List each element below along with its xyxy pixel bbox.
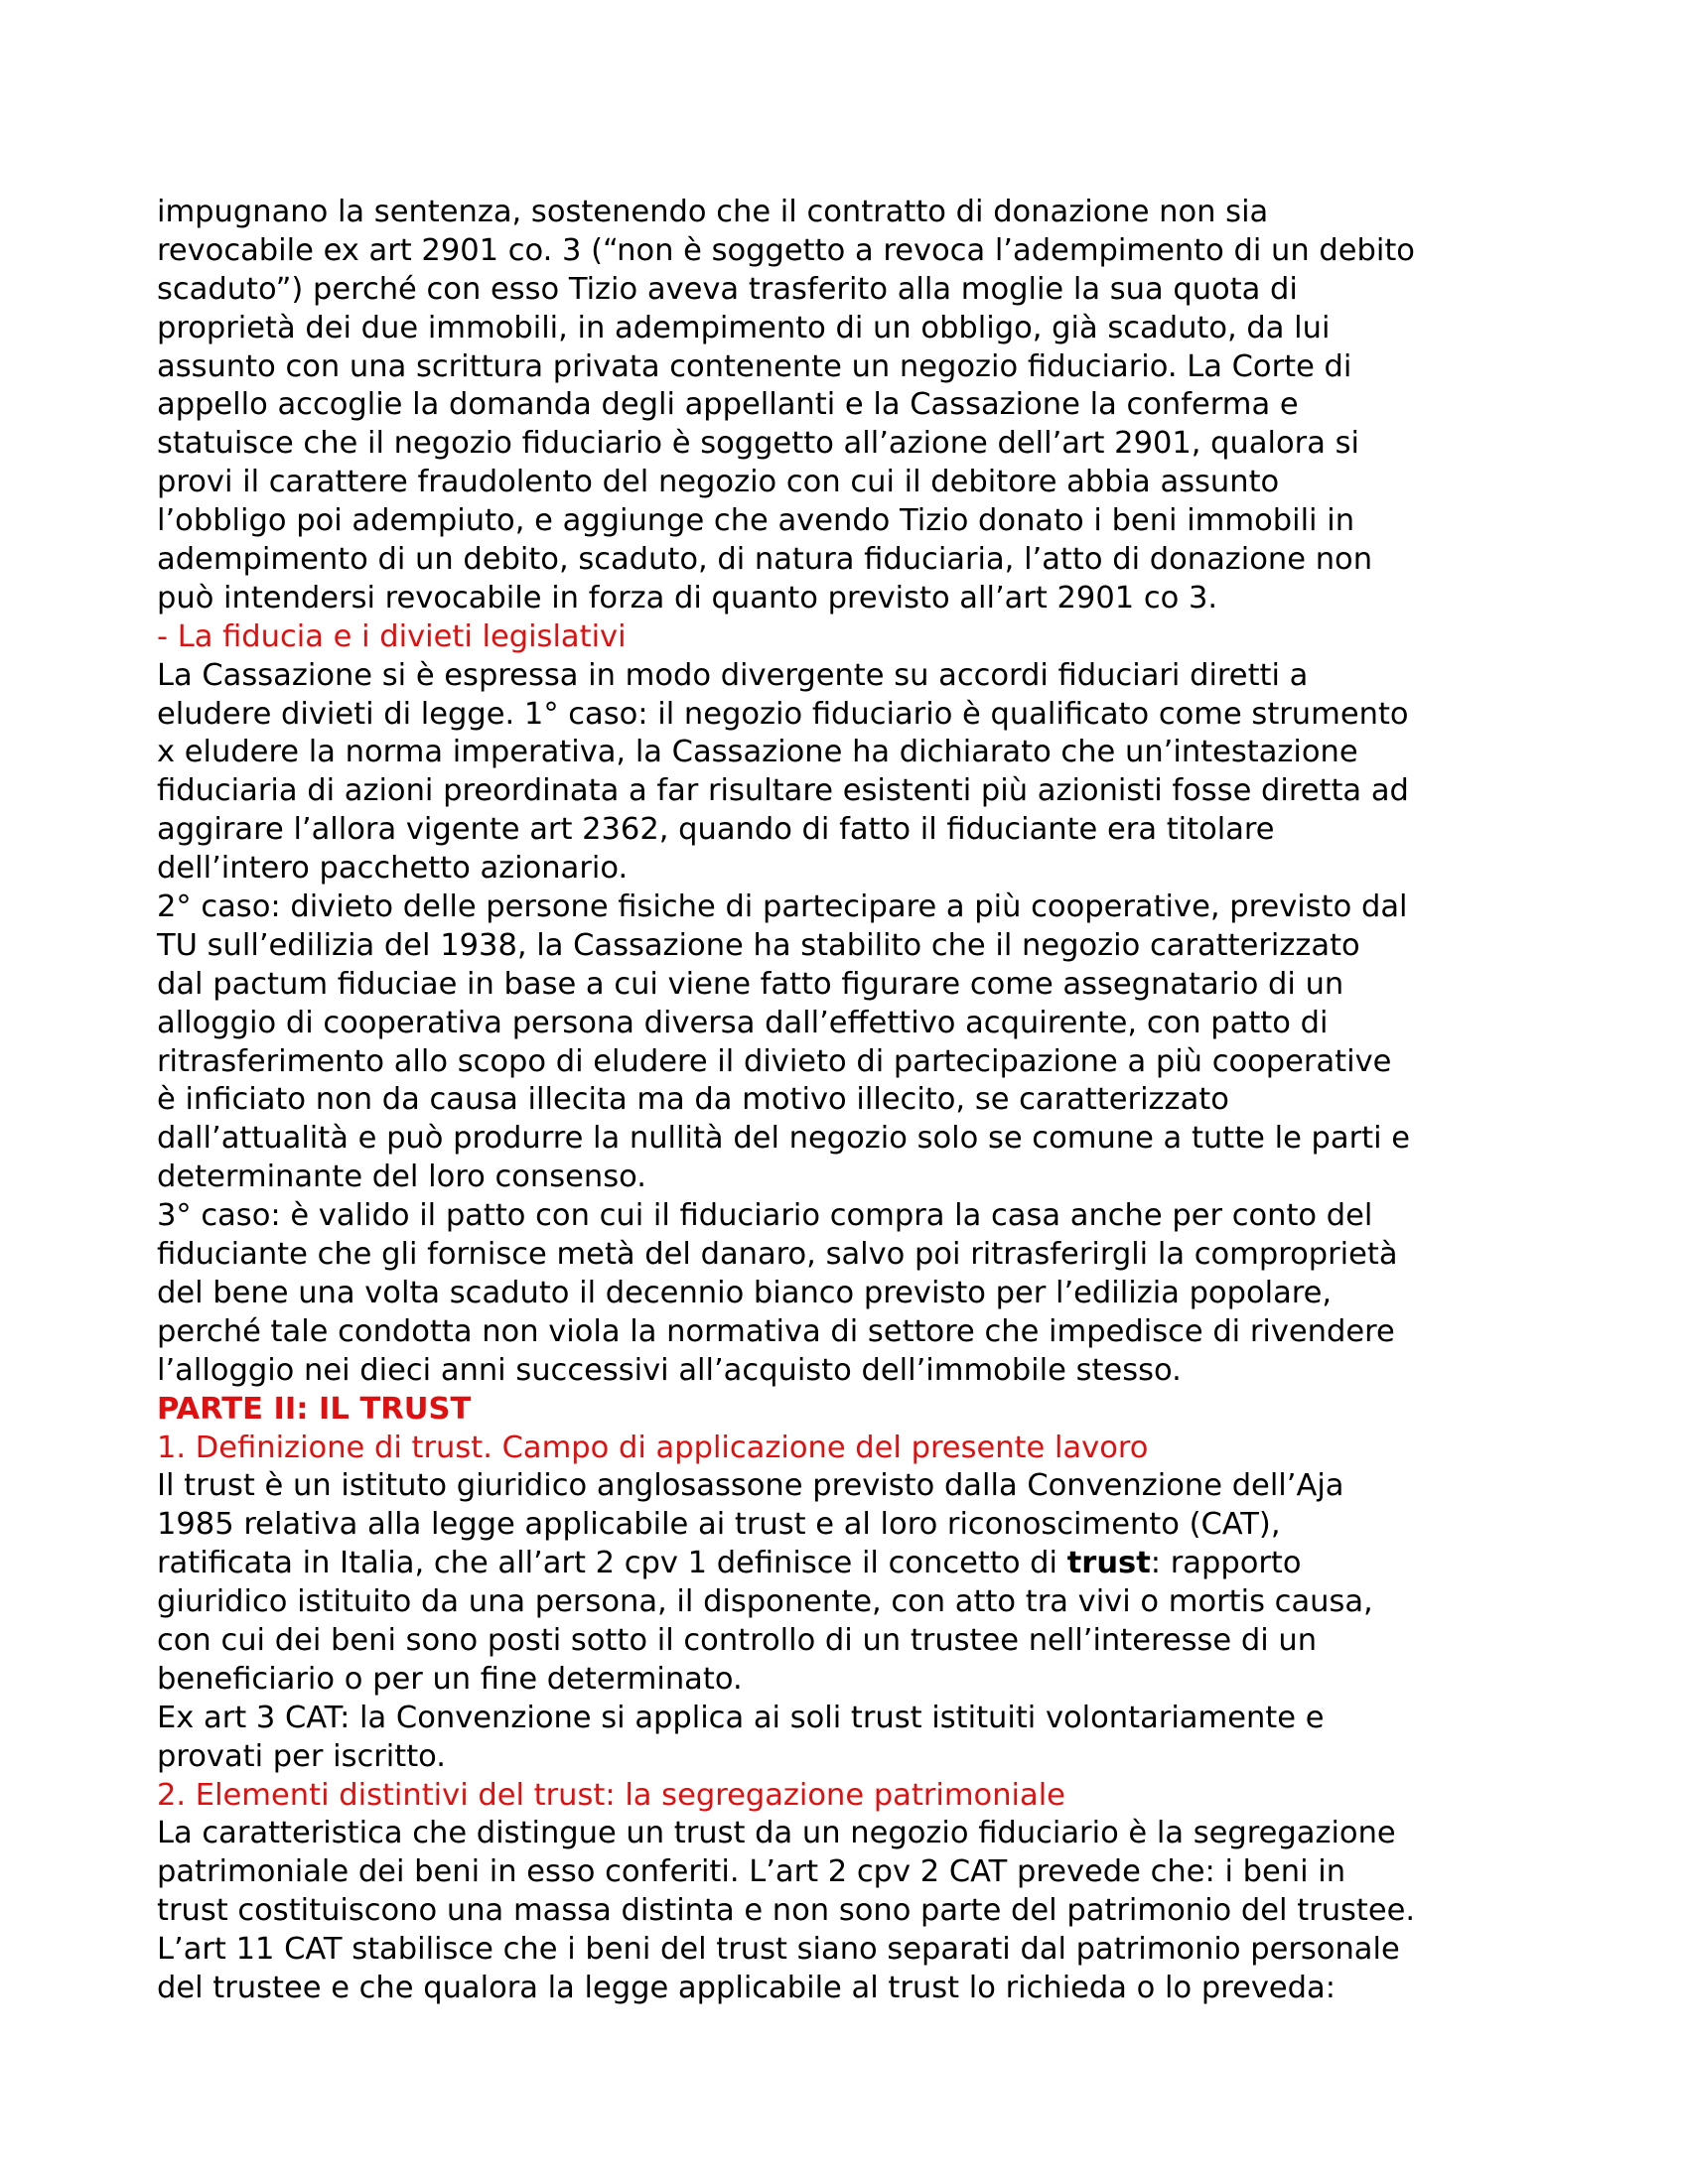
text-line: patrimoniale dei beni in esso conferiti. L’art 2 cpv 2 CAT prevede che: i beni in [157, 1854, 1346, 1890]
text-line: del bene una volta scaduto il decennio bianco previsto per l’edilizia popolare, [157, 1275, 1333, 1310]
text-line [157, 1545, 1537, 1583]
text-line: Il trust è un istituto giuridico anglosassone previsto dalla Convenzione dell’Aja [157, 1468, 1344, 1504]
text-line: Ex art 3 CAT: la Convenzione si applica ai soli trust istituiti volontariamente e [157, 1700, 1325, 1735]
text-line: aggirare l’allora vigente art 2362, quando di fatto il fiduciante era titolare [157, 812, 1275, 848]
text-line: perché tale condotta non viola la normativa di settore che impedisce di rivendere [157, 1313, 1395, 1349]
text-line: appello accoglie la domanda degli appellanti e la Cassazione la conferma e [157, 387, 1299, 423]
text-line: TU sull’edilizia del 1938, la Cassazione ha stabilito che il negozio caratterizzato [157, 927, 1360, 963]
text-line: l’obbligo poi adempiuto, e aggiunge che avendo Tizio donato i beni immobili in [157, 503, 1355, 539]
text-line: dall’attualità e può produrre la nullità del negozio solo se comune a tutte le parti e [157, 1121, 1411, 1157]
text-line: giuridico istituito da una persona, il disponente, con atto tra vivi o mortis causa, [157, 1584, 1373, 1620]
text-line: provi il carattere fraudolento del negozio con cui il debitore abbia assunto [157, 465, 1280, 500]
section-heading-segregazione: 2. Elementi distintivi del trust: la segregazione patrimoniale [157, 1777, 1065, 1813]
text-line: dell’intero pacchetto azionario. [157, 851, 629, 887]
text-line: con cui dei beni sono posti sotto il controllo di un trustee nell’interesse di un [157, 1622, 1318, 1658]
text-line: l’alloggio nei dieci anni successivi all’acquisto dell’immobile stesso. [157, 1352, 1182, 1388]
part-title: PARTE II: IL TRUST [157, 1391, 472, 1427]
text-line: provati per iscritto. [157, 1738, 447, 1774]
text-line: proprietà dei due immobili, in adempimento di un obbligo, già scaduto, da lui [157, 310, 1331, 345]
text-line: è inficiato non da causa illecita ma da motivo illecito, se caratterizzato [157, 1082, 1229, 1118]
paragraph-definizione [157, 1467, 1537, 1776]
text-line: scaduto”) perché con esso Tizio aveva trasferito alla moglie la sua quota di [157, 271, 1298, 307]
text-line: La caratteristica che distingue un trust da un negozio fiduciario è la segregazione [157, 1816, 1396, 1851]
text-segment: : rapporto [1150, 1546, 1302, 1581]
text-line: La Cassazione si è espressa in modo divergente su accordi fiduciari diretti a [157, 657, 1309, 693]
text-line: revocabile ex art 2901 co. 3 (“non è soggetto a revoca l’adempimento di un debito [157, 232, 1415, 268]
paragraph-segregazione [157, 1815, 1537, 2007]
text-line: L’art 11 CAT stabilisce che i beni del trust siano separati dal patrimonio personale [157, 1932, 1400, 1968]
text-line: determinante del loro consenso. [157, 1160, 646, 1195]
text-line: impugnano la sentenza, sostenendo che il contratto di donazione non sia [157, 195, 1269, 229]
text-line: fiduciaria di azioni preordinata a far risultare esistenti più azionisti fosse diretta ad [157, 773, 1409, 809]
text-line: trust costituiscono una massa distinta e non sono parte del patrimonio del trustee. [157, 1893, 1416, 1929]
text-line: assunto con una scrittura privata contenente un negozio fiduciario. La Corte di [157, 348, 1352, 384]
section-heading-definizione: 1. Definizione di trust. Campo di applicazione del presente lavoro [157, 1430, 1149, 1465]
text-line: del trustee e che qualora la legge applicabile al trust lo richieda o lo preveda: [157, 1970, 1336, 2005]
text-line: dal pactum fiduciae in base a cui viene fatto figurare come assegnatario di un [157, 966, 1344, 1002]
text-line: ritrasferimento allo scopo di eludere il divieto di partecipazione a più cooperative [157, 1043, 1392, 1079]
text-line: adempimento di un debito, scaduto, di natura fiduciaria, l’atto di donazione non [157, 542, 1373, 578]
text-line: 3° caso: è valido il patto con cui il fiduciario compra la casa anche per conto del [157, 1198, 1373, 1234]
paragraph-revocatoria [157, 194, 1537, 618]
text-line: fiduciante che gli fornisce metà del danaro, salvo poi ritrasferirgli la comproprietà [157, 1237, 1398, 1273]
section-heading-fiducia: - La fiducia e i divieti legislativi [157, 618, 627, 654]
text-line: 2° caso: divieto delle persone fisiche di partecipare a più cooperative, previsto dal [157, 889, 1408, 925]
text-line: alloggio di cooperativa persona diversa dall’effettivo acquirente, con patto di [157, 1005, 1329, 1040]
text-line: beneficiario o per un fine determinato. [157, 1661, 743, 1697]
bold-term: trust [1066, 1546, 1151, 1581]
text-segment: ratificata in Italia, che all’art 2 cpv 1 definisce il concetto di [157, 1546, 1067, 1581]
text-line: x eludere la norma imperativa, la Cassazione ha dichiarato che un’intestazione [157, 735, 1358, 770]
document-page [157, 194, 1537, 2008]
text-line: eludere divieti di legge. 1° caso: il negozio fiduciario è qualificato come strumento [157, 696, 1409, 732]
text-line: può intendersi revocabile in forza di quanto previsto all’art 2901 co 3. [157, 580, 1218, 615]
text-line: statuisce che il negozio fiduciario è soggetto all’azione dell’art 2901, qualora si [157, 426, 1359, 462]
text-line: 1985 relativa alla legge applicabile ai trust e al loro riconoscimento (CAT), [157, 1507, 1281, 1543]
paragraph-divieti [157, 657, 1537, 1391]
